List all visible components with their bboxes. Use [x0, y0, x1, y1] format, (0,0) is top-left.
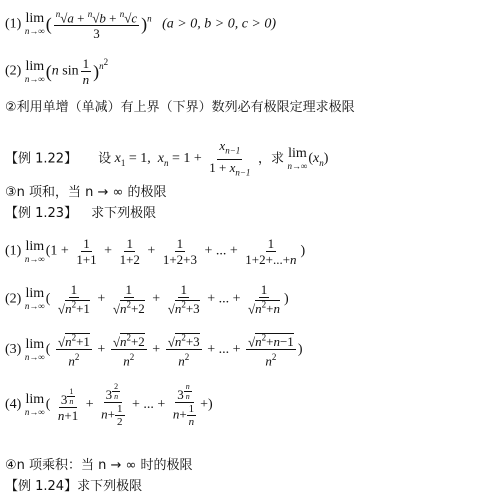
item-label: (4)	[5, 397, 22, 413]
example-1-24	[5, 480, 142, 494]
example-text-find: ，求	[257, 151, 284, 167]
example-text: 求下列极限	[77, 479, 143, 494]
formula-e2: (2) lim n→∞ ( $\frac{1}{√n^2+1}$ + $\frac{1}{√n^2+2}$ + $\frac{1}{√n^2+3}$ + ... + $\frac{1}{√n^2+n}$ )	[5, 282, 289, 317]
formula-row-1: (1) lim n→∞ ( $\frac{^n√a + ^n√b + ^n√c}{3}$ )$^n$ (a > 0, b > 0, c > 0)	[5, 9, 277, 42]
item-label: (2)	[5, 63, 22, 79]
formula-row-2: (2) lim n→∞ (n sin $\frac{1}{n}$ )$^{n^2}$	[5, 56, 109, 87]
limit-operator: lim n→∞	[24, 286, 45, 312]
formula-e1: (1) lim n→∞ (1 + $\frac{1}{1+1}$ + $\frac{1}{1+2}$ + $\frac{1}{1+2+3}$ + ... + $\frac{1}{1+2+...+n}$ )	[5, 236, 306, 267]
example-text: 设	[98, 151, 112, 167]
example-tag: 【例 1.23】	[5, 206, 78, 221]
limit-operator: lim n→∞	[24, 391, 45, 417]
example-tag: 【例 1.24】	[5, 479, 78, 494]
limit-operator: lim n→∞	[24, 58, 45, 84]
section-heading-4: ④n 项乘积：当 n → ∞ 时的极限	[5, 458, 193, 473]
example-1-22: 【例 1.22】 设 $x_1 = 1$, $x_n = 1$ + $\frac{x_{n-1}}{1 + x_{n-1}}$ ，求 lim n→∞ $(x_n)$	[5, 138, 328, 180]
item-label: (2)	[5, 291, 22, 307]
fraction: $\frac{x_{n-1}}{1 + x_{n-1}}$	[209, 138, 251, 178]
limit-operator: lim n→∞	[24, 238, 45, 264]
section-heading-3: ③n 项和，当 n → ∞ 的极限	[5, 185, 167, 200]
condition-text: (a > 0, b > 0, c > 0)	[162, 16, 277, 32]
example-tag: 【例 1.22】	[5, 151, 78, 167]
example-1-23	[5, 207, 156, 221]
fraction: $\frac{1}{n}$	[82, 56, 90, 87]
item-label: (1)	[5, 16, 22, 32]
section-heading-2: ②利用单增（单减）有上界（下界）数列必有极限定理求极限	[5, 100, 355, 115]
fraction: $\frac{^n√a + ^n√b + ^n√c}{3}$	[55, 9, 138, 42]
limit-operator: lim n→∞	[24, 11, 45, 37]
formula-e3: (3) lim n→∞ ( $\frac{√n^2+1}{n^2}$ + $\frac{√n^2+2}{n^2}$ + $\frac{√n^2+3}{n^2}$ + ... + $\frac{√n^2+n-1}{n^2}$ )	[5, 333, 303, 369]
limit-operator: lim n→∞	[24, 336, 45, 362]
item-label: (3)	[5, 342, 22, 358]
item-label: (1)	[5, 243, 22, 259]
example-text: 求下列极限	[91, 206, 157, 221]
limit-operator: lim n→∞	[287, 146, 308, 172]
formula-e4: (4) lim n→∞ ( 3 $^{\frac{1}{n}}$ n+1 + 3 $^{\frac{2}{n}}$ n+ $\frac{1}{2}$ + ... + 3 $^{\frac{n}{n}}$ n+ $\frac{1}{n}$ +)	[5, 382, 213, 428]
